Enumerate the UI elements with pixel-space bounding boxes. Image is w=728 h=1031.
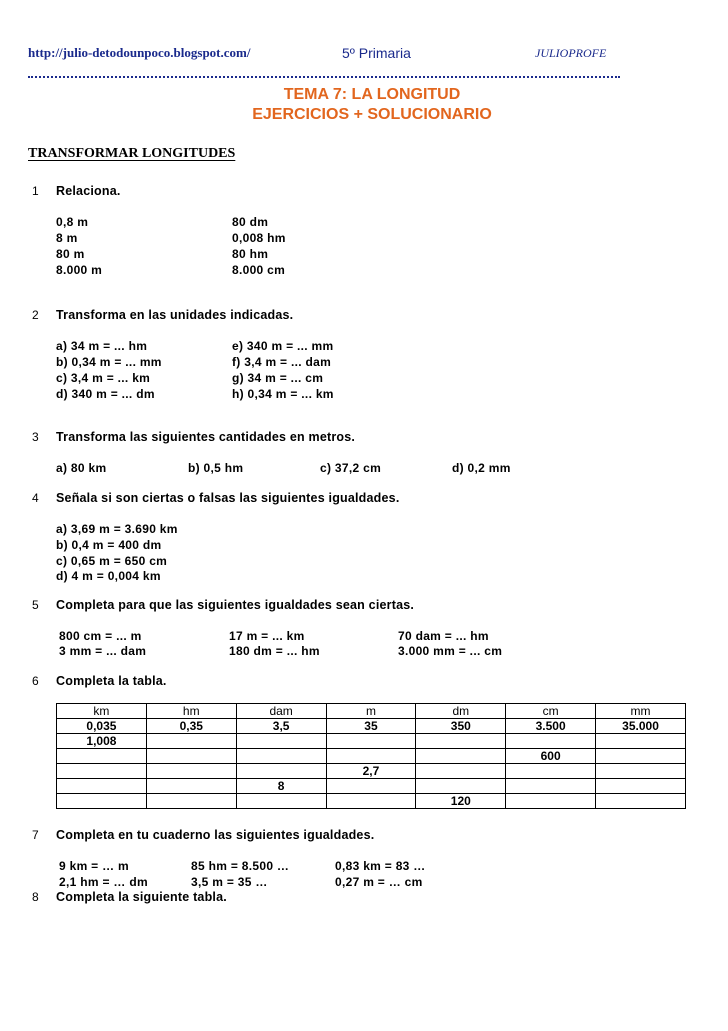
col-m: m — [326, 704, 416, 719]
table-row — [57, 749, 686, 764]
col-dam: dam — [236, 704, 326, 719]
table-cell — [57, 779, 147, 794]
table-cell — [416, 734, 506, 749]
ex1-number: 1 — [32, 184, 39, 198]
ex1-left-3: 80 m — [56, 247, 85, 261]
ex2-right-4: h) 0,34 m = ... km — [232, 387, 334, 401]
units-table-header — [57, 704, 686, 719]
ex3-number: 3 — [32, 430, 39, 444]
table-cell — [326, 779, 416, 794]
table-cell — [57, 749, 147, 764]
table-cell — [326, 749, 416, 764]
ex1-left-2: 8 m — [56, 231, 78, 245]
ex3-item-d: d) 0,2 mm — [452, 461, 511, 475]
table-cell — [236, 734, 326, 749]
ex2-right-1: e) 340 m = ... mm — [232, 339, 334, 353]
ex4-item-a: a) 3,69 m = 3.690 km — [56, 522, 178, 536]
table-cell — [596, 749, 686, 764]
table-cell: 600 — [506, 749, 596, 764]
table-row — [57, 734, 686, 749]
table-cell — [416, 779, 506, 794]
col-km: km — [57, 704, 147, 719]
table-row — [57, 779, 686, 794]
table-cell — [596, 764, 686, 779]
ex2-left-4: d) 340 m = ... dm — [56, 387, 155, 401]
ex3-item-c: c) 37,2 cm — [320, 461, 382, 475]
grade-label: 5º Primaria — [342, 45, 411, 61]
ex4-item-c: c) 0,65 m = 650 cm — [56, 554, 168, 568]
ex1-right-4: 8.000 cm — [232, 263, 286, 277]
table-cell: 2,7 — [326, 764, 416, 779]
table-cell — [596, 779, 686, 794]
ex3-item-b: b) 0,5 hm — [188, 461, 244, 475]
table-cell: 35.000 — [596, 719, 686, 734]
ex7-c3-1: 0,83 km = 83 … — [335, 859, 426, 873]
col-cm: cm — [506, 704, 596, 719]
ex7-c3-2: 0,27 m = … cm — [335, 875, 423, 889]
ex2-right-3: g) 34 m = ... cm — [232, 371, 324, 385]
ex1-right-1: 80 dm — [232, 215, 269, 229]
table-cell — [506, 794, 596, 809]
ex7-prompt: Completa en tu cuaderno las siguientes igualdades. — [56, 828, 375, 842]
table-cell: 120 — [416, 794, 506, 809]
ex1-right-2: 0,008 hm — [232, 231, 286, 245]
ex4-number: 4 — [32, 491, 39, 505]
dotted-divider — [28, 66, 620, 78]
table-cell — [326, 794, 416, 809]
table-cell — [57, 794, 147, 809]
ex1-right-3: 80 hm — [232, 247, 269, 261]
blog-link[interactable]: http://julio-detodounpoco.blogspot.com/ — [28, 45, 251, 60]
author-label: JULIOPROFE — [535, 46, 607, 60]
table-cell — [146, 734, 236, 749]
table-cell — [416, 764, 506, 779]
ex3-item-a: a) 80 km — [56, 461, 107, 475]
ex5-c3-2: 3.000 mm = ... cm — [398, 644, 503, 658]
table-cell — [506, 779, 596, 794]
ex5-c2-1: 17 m = ... km — [229, 629, 305, 643]
ex7-c1-1: 9 km = … m — [59, 859, 130, 873]
table-cell — [146, 749, 236, 764]
table-cell: 3,5 — [236, 719, 326, 734]
ex1-left-4: 8.000 m — [56, 263, 103, 277]
ex6-prompt: Completa la tabla. — [56, 674, 167, 688]
table-cell — [506, 764, 596, 779]
ex5-c1-2: 3 mm = ... dam — [59, 644, 147, 658]
table-cell — [506, 734, 596, 749]
ex6-number: 6 — [32, 674, 39, 688]
units-table — [56, 703, 686, 809]
ex2-prompt: Transforma en las unidades indicadas. — [56, 308, 294, 322]
table-cell: 0,35 — [146, 719, 236, 734]
ex5-prompt: Completa para que las siguientes igualdades sean ciertas. — [56, 598, 415, 612]
table-cell — [146, 794, 236, 809]
ex8-prompt: Completa la siguiente tabla. — [56, 890, 227, 904]
table-cell — [596, 734, 686, 749]
table-cell — [326, 734, 416, 749]
col-mm: mm — [596, 704, 686, 719]
ex4-prompt: Señala si son ciertas o falsas las siguientes igualdades. — [56, 491, 400, 505]
ex7-number: 7 — [32, 828, 39, 842]
ex2-left-1: a) 34 m = ... hm — [56, 339, 148, 353]
col-dm: dm — [416, 704, 506, 719]
table-cell — [236, 794, 326, 809]
table-row — [57, 794, 686, 809]
ex8-number: 8 — [32, 890, 39, 904]
table-cell: 35 — [326, 719, 416, 734]
ex7-c2-2: 3,5 m = 35 … — [191, 875, 268, 889]
ex5-c3-1: 70 dam = ... hm — [398, 629, 489, 643]
ex1-left-1: 0,8 m — [56, 215, 89, 229]
section-heading: TRANSFORMAR LONGITUDES — [28, 146, 236, 161]
table-cell — [146, 764, 236, 779]
ex5-number: 5 — [32, 598, 39, 612]
table-cell: 3.500 — [506, 719, 596, 734]
table-cell: 1,008 — [57, 734, 147, 749]
ex2-left-3: c) 3,4 m = ... km — [56, 371, 151, 385]
col-hm: hm — [146, 704, 236, 719]
ex4-item-d: d) 4 m = 0,004 km — [56, 569, 161, 583]
page-subtitle: EJERCICIOS + SOLUCIONARIO — [252, 106, 492, 123]
ex7-c1-2: 2,1 hm = … dm — [59, 875, 148, 889]
table-cell — [596, 794, 686, 809]
table-cell: 350 — [416, 719, 506, 734]
ex2-right-2: f) 3,4 m = ... dam — [232, 355, 332, 369]
ex3-prompt: Transforma las siguientes cantidades en metros. — [56, 430, 356, 444]
ex1-prompt: Relaciona. — [56, 184, 121, 198]
ex7-c2-1: 85 hm = 8.500 … — [191, 859, 290, 873]
ex5-c1-1: 800 cm = ... m — [59, 629, 142, 643]
table-cell — [236, 764, 326, 779]
ex2-number: 2 — [32, 308, 39, 322]
table-cell — [57, 764, 147, 779]
page-title: TEMA 7: LA LONGITUD — [283, 86, 461, 103]
table-row — [57, 764, 686, 779]
table-cell: 0,035 — [57, 719, 147, 734]
table-cell — [146, 779, 236, 794]
ex2-left-2: b) 0,34 m = ... mm — [56, 355, 162, 369]
table-row — [57, 719, 686, 734]
ex5-c2-2: 180 dm = ... hm — [229, 644, 320, 658]
table-cell: 8 — [236, 779, 326, 794]
table-cell — [236, 749, 326, 764]
ex4-item-b: b) 0,4 m = 400 dm — [56, 538, 162, 552]
table-cell — [416, 749, 506, 764]
